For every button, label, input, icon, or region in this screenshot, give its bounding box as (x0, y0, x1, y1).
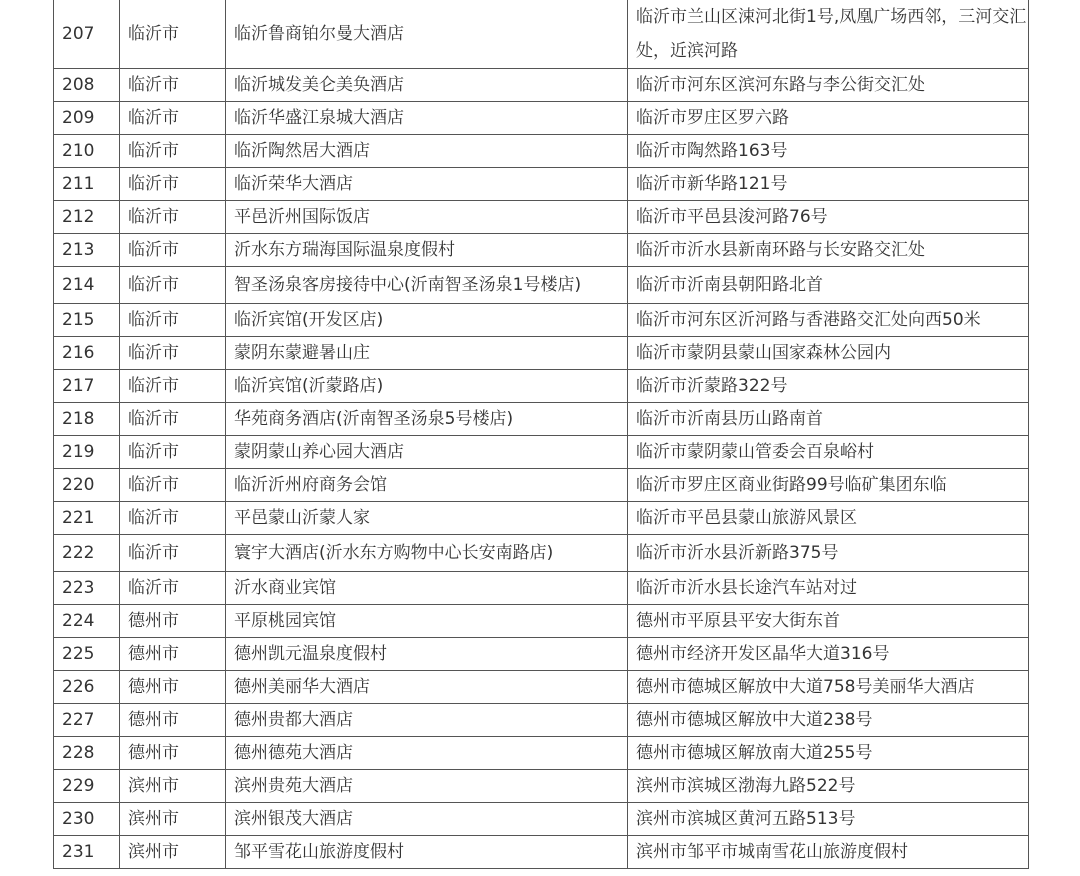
city-cell: 临沂市 (120, 535, 226, 572)
address-cell: 临沂市沂南县历山路南首 (628, 403, 1029, 436)
row-number-cell: 215 (54, 304, 120, 337)
hotel-name-cell: 德州凯元温泉度假村 (226, 638, 628, 671)
row-number-cell: 220 (54, 469, 120, 502)
city-cell: 临沂市 (120, 69, 226, 102)
table-row (54, 737, 1029, 770)
row-number-cell: 222 (54, 535, 120, 572)
address-cell: 临沂市陶然路163号 (628, 135, 1029, 168)
table-row (54, 267, 1029, 304)
address-cell: 临沂市平邑县浚河路76号 (628, 201, 1029, 234)
city-cell: 临沂市 (120, 436, 226, 469)
table-row (54, 803, 1029, 836)
row-number-cell: 218 (54, 403, 120, 436)
row-number-cell: 210 (54, 135, 120, 168)
address-cell: 临沂市河东区滨河东路与李公街交汇处 (628, 69, 1029, 102)
table-row (54, 337, 1029, 370)
city-cell: 临沂市 (120, 0, 226, 69)
table-row (54, 370, 1029, 403)
address-cell: 德州市平原县平安大街东首 (628, 605, 1029, 638)
hotel-name-cell: 滨州银茂大酒店 (226, 803, 628, 836)
table-row (54, 304, 1029, 337)
address-cell: 滨州市邹平市城南雪花山旅游度假村 (628, 836, 1029, 869)
table-row (54, 436, 1029, 469)
address-cell: 临沂市河东区沂河路与香港路交汇处向西50米 (628, 304, 1029, 337)
table-row (54, 201, 1029, 234)
city-cell: 临沂市 (120, 201, 226, 234)
address-cell: 德州市德城区解放中大道238号 (628, 704, 1029, 737)
city-cell: 临沂市 (120, 572, 226, 605)
hotel-name-cell: 邹平雪花山旅游度假村 (226, 836, 628, 869)
table-row (54, 770, 1029, 803)
address-cell: 德州市经济开发区晶华大道316号 (628, 638, 1029, 671)
address-cell: 临沂市罗庄区罗六路 (628, 102, 1029, 135)
row-number-cell: 228 (54, 737, 120, 770)
hotel-name-cell: 智圣汤泉客房接待中心(沂南智圣汤泉1号楼店) (226, 267, 628, 304)
address-cell: 临沂市罗庄区商业街路99号临矿集团东临 (628, 469, 1029, 502)
row-number-cell: 225 (54, 638, 120, 671)
row-number-cell: 227 (54, 704, 120, 737)
address-cell: 临沂市沂水县沂新路375号 (628, 535, 1029, 572)
table-row (54, 135, 1029, 168)
city-cell: 临沂市 (120, 469, 226, 502)
address-cell: 临沂市沂南县朝阳路北首 (628, 267, 1029, 304)
hotel-name-cell: 沂水东方瑞海国际温泉度假村 (226, 234, 628, 267)
city-cell: 滨州市 (120, 836, 226, 869)
address-cell: 临沂市沂蒙路322号 (628, 370, 1029, 403)
table-row (54, 168, 1029, 201)
city-cell: 德州市 (120, 704, 226, 737)
table-row (54, 403, 1029, 436)
table-row (54, 502, 1029, 535)
table-row (54, 102, 1029, 135)
row-number-cell: 217 (54, 370, 120, 403)
city-cell: 临沂市 (120, 135, 226, 168)
row-number-cell: 209 (54, 102, 120, 135)
address-cell: 德州市德城区解放南大道255号 (628, 737, 1029, 770)
row-number-cell: 213 (54, 234, 120, 267)
hotel-name-cell: 临沂宾馆(开发区店) (226, 304, 628, 337)
city-cell: 德州市 (120, 671, 226, 704)
hotel-name-cell: 临沂陶然居大酒店 (226, 135, 628, 168)
city-cell: 滨州市 (120, 803, 226, 836)
table-row (54, 69, 1029, 102)
row-number-cell: 207 (54, 0, 120, 69)
address-cell: 临沂市沂水县长途汽车站对过 (628, 572, 1029, 605)
row-number-cell: 216 (54, 337, 120, 370)
row-number-cell: 214 (54, 267, 120, 304)
table-row (54, 671, 1029, 704)
row-number-cell: 229 (54, 770, 120, 803)
hotel-list-table (53, 0, 1029, 869)
address-cell: 临沂市兰山区涑河北街1号,凤凰广场西邻，三河交汇处，近滨河路 (628, 0, 1029, 69)
city-cell: 临沂市 (120, 102, 226, 135)
table-row (54, 638, 1029, 671)
row-number-cell: 226 (54, 671, 120, 704)
hotel-name-cell: 平邑蒙山沂蒙人家 (226, 502, 628, 535)
row-number-cell: 224 (54, 605, 120, 638)
hotel-name-cell: 蒙阴东蒙避暑山庄 (226, 337, 628, 370)
city-cell: 临沂市 (120, 403, 226, 436)
hotel-name-cell: 德州贵都大酒店 (226, 704, 628, 737)
table-row (54, 469, 1029, 502)
city-cell: 临沂市 (120, 370, 226, 403)
row-number-cell: 219 (54, 436, 120, 469)
table-row (54, 836, 1029, 869)
row-number-cell: 221 (54, 502, 120, 535)
hotel-name-cell: 华苑商务酒店(沂南智圣汤泉5号楼店) (226, 403, 628, 436)
address-cell: 临沂市蒙阴县蒙山国家森林公园内 (628, 337, 1029, 370)
hotel-name-cell: 平原桃园宾馆 (226, 605, 628, 638)
hotel-name-cell: 沂水商业宾馆 (226, 572, 628, 605)
hotel-name-cell: 临沂鲁商铂尔曼大酒店 (226, 0, 628, 69)
table-row (54, 234, 1029, 267)
hotel-name-cell: 临沂荣华大酒店 (226, 168, 628, 201)
city-cell: 德州市 (120, 737, 226, 770)
hotel-name-cell: 临沂沂州府商务会馆 (226, 469, 628, 502)
city-cell: 临沂市 (120, 267, 226, 304)
hotel-name-cell: 临沂华盛江泉城大酒店 (226, 102, 628, 135)
address-cell: 滨州市滨城区渤海九路522号 (628, 770, 1029, 803)
row-number-cell: 231 (54, 836, 120, 869)
address-cell: 临沂市新华路121号 (628, 168, 1029, 201)
table-row (54, 704, 1029, 737)
city-cell: 德州市 (120, 638, 226, 671)
address-cell: 德州市德城区解放中大道758号美丽华大酒店 (628, 671, 1029, 704)
address-cell: 临沂市平邑县蒙山旅游风景区 (628, 502, 1029, 535)
city-cell: 临沂市 (120, 168, 226, 201)
city-cell: 临沂市 (120, 502, 226, 535)
table-row (54, 0, 1029, 69)
city-cell: 滨州市 (120, 770, 226, 803)
hotel-name-cell: 德州美丽华大酒店 (226, 671, 628, 704)
table-row (54, 572, 1029, 605)
table-row (54, 605, 1029, 638)
address-cell: 临沂市蒙阴蒙山管委会百泉峪村 (628, 436, 1029, 469)
hotel-name-cell: 寰宇大酒店(沂水东方购物中心长安南路店) (226, 535, 628, 572)
hotel-name-cell: 蒙阴蒙山养心园大酒店 (226, 436, 628, 469)
hotel-name-cell: 滨州贵苑大酒店 (226, 770, 628, 803)
row-number-cell: 208 (54, 69, 120, 102)
address-cell: 临沂市沂水县新南环路与长安路交汇处 (628, 234, 1029, 267)
hotel-name-cell: 平邑沂州国际饭店 (226, 201, 628, 234)
hotel-name-cell: 临沂城发美仑美奂酒店 (226, 69, 628, 102)
row-number-cell: 230 (54, 803, 120, 836)
hotel-name-cell: 临沂宾馆(沂蒙路店) (226, 370, 628, 403)
city-cell: 临沂市 (120, 234, 226, 267)
table-row (54, 535, 1029, 572)
row-number-cell: 212 (54, 201, 120, 234)
address-cell: 滨州市滨城区黄河五路513号 (628, 803, 1029, 836)
city-cell: 临沂市 (120, 304, 226, 337)
city-cell: 临沂市 (120, 337, 226, 370)
row-number-cell: 223 (54, 572, 120, 605)
city-cell: 德州市 (120, 605, 226, 638)
hotel-name-cell: 德州德苑大酒店 (226, 737, 628, 770)
table-body (54, 0, 1029, 869)
row-number-cell: 211 (54, 168, 120, 201)
